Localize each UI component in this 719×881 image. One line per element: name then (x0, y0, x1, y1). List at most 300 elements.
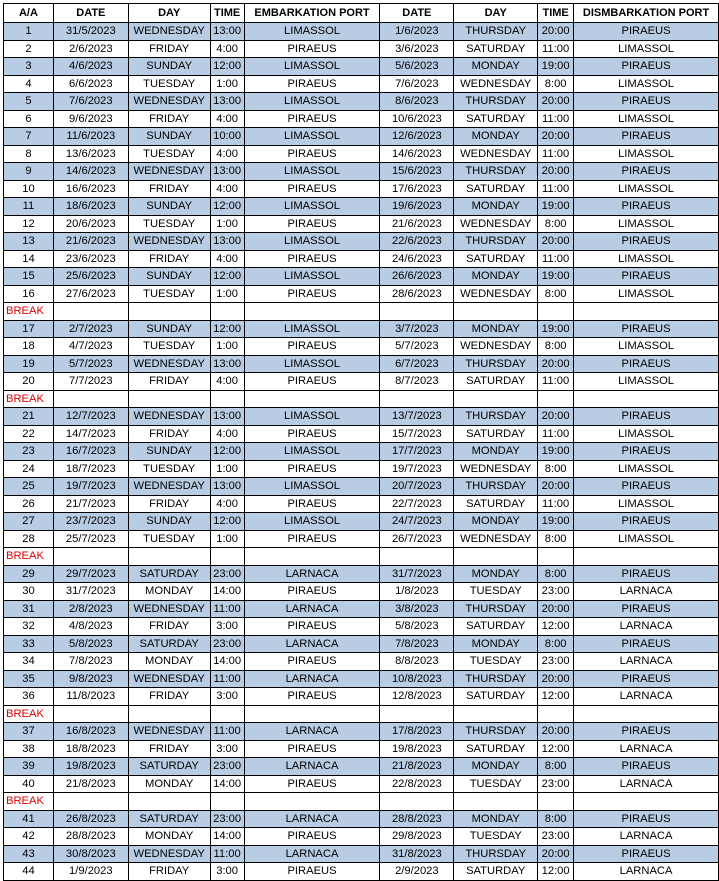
cell-arrival-day: TUESDAY (454, 653, 538, 671)
cell-arrival-time: 23:00 (538, 828, 574, 846)
table-row (4, 145, 719, 163)
empty-cell (244, 390, 380, 408)
cell-departure-date: 20/6/2023 (53, 215, 128, 233)
cell-arrival-day: MONDAY (454, 58, 538, 76)
cell-embarkation-port: LIMASSOL (244, 478, 380, 496)
cell-departure-day: SUNDAY (128, 128, 210, 146)
table-row (4, 600, 719, 618)
cell-arrival-time: 23:00 (538, 583, 574, 601)
cell-arrival-time: 20:00 (538, 670, 574, 688)
empty-cell (380, 390, 454, 408)
cell-aa: 3 (4, 58, 54, 76)
cell-arrival-date: 28/8/2023 (380, 810, 454, 828)
cell-arrival-date: 31/7/2023 (380, 565, 454, 583)
cell-departure-date: 7/8/2023 (53, 653, 128, 671)
cell-arrival-date: 17/6/2023 (380, 180, 454, 198)
cell-departure-day: TUESDAY (128, 530, 210, 548)
table-row (4, 478, 719, 496)
table-row (4, 845, 719, 863)
cell-departure-time: 12:00 (210, 513, 244, 531)
empty-cell (574, 303, 719, 321)
cell-arrival-time: 20:00 (538, 600, 574, 618)
cell-aa: 28 (4, 530, 54, 548)
cell-embarkation-port: PIRAEUS (244, 828, 380, 846)
cell-departure-day: WEDNESDAY (128, 670, 210, 688)
cell-departure-time: 11:00 (210, 670, 244, 688)
empty-cell (210, 303, 244, 321)
cell-arrival-time: 20:00 (538, 163, 574, 181)
cell-arrival-date: 1/8/2023 (380, 583, 454, 601)
cell-arrival-day: THURSDAY (454, 600, 538, 618)
cell-departure-date: 18/7/2023 (53, 460, 128, 478)
cell-arrival-day: THURSDAY (454, 23, 538, 41)
cell-arrival-date: 7/6/2023 (380, 75, 454, 93)
cell-disembarkation-port: LARNACA (574, 863, 719, 881)
cell-departure-date: 31/5/2023 (53, 23, 128, 41)
cell-departure-time: 4:00 (210, 250, 244, 268)
cell-arrival-date: 1/6/2023 (380, 23, 454, 41)
cell-arrival-day: THURSDAY (454, 163, 538, 181)
cell-arrival-time: 8:00 (538, 530, 574, 548)
cell-arrival-time: 11:00 (538, 250, 574, 268)
cell-embarkation-port: PIRAEUS (244, 583, 380, 601)
table-row (4, 180, 719, 198)
cell-arrival-day: TUESDAY (454, 583, 538, 601)
cell-arrival-date: 22/8/2023 (380, 775, 454, 793)
cell-embarkation-port: LARNACA (244, 565, 380, 583)
cell-embarkation-port: PIRAEUS (244, 40, 380, 58)
cell-aa: 37 (4, 723, 54, 741)
table-row (4, 320, 719, 338)
cell-arrival-date: 17/8/2023 (380, 723, 454, 741)
cell-aa: 20 (4, 373, 54, 391)
cell-departure-date: 5/7/2023 (53, 355, 128, 373)
cell-departure-day: FRIDAY (128, 740, 210, 758)
cell-disembarkation-port: LIMASSOL (574, 110, 719, 128)
cell-arrival-time: 19:00 (538, 198, 574, 216)
cell-aa: 30 (4, 583, 54, 601)
cell-departure-day: TUESDAY (128, 338, 210, 356)
cell-aa: 22 (4, 425, 54, 443)
empty-cell (210, 705, 244, 723)
cell-arrival-time: 12:00 (538, 618, 574, 636)
cell-arrival-day: MONDAY (454, 635, 538, 653)
table-row (4, 740, 719, 758)
empty-cell (244, 705, 380, 723)
schedule-table (3, 3, 719, 881)
cell-embarkation-port: LARNACA (244, 600, 380, 618)
cell-departure-time: 3:00 (210, 863, 244, 881)
cell-arrival-time: 12:00 (538, 688, 574, 706)
cell-arrival-time: 20:00 (538, 723, 574, 741)
cell-aa: 15 (4, 268, 54, 286)
cell-departure-day: FRIDAY (128, 180, 210, 198)
cell-arrival-time: 8:00 (538, 215, 574, 233)
break-row (4, 548, 719, 566)
cell-arrival-time: 20:00 (538, 128, 574, 146)
cell-arrival-date: 28/6/2023 (380, 285, 454, 303)
cell-departure-date: 23/6/2023 (53, 250, 128, 268)
cell-departure-day: WEDNESDAY (128, 600, 210, 618)
cell-arrival-date: 26/6/2023 (380, 268, 454, 286)
cell-arrival-time: 20:00 (538, 408, 574, 426)
cell-aa: 34 (4, 653, 54, 671)
cell-departure-day: TUESDAY (128, 145, 210, 163)
cell-departure-date: 7/6/2023 (53, 93, 128, 111)
cell-departure-date: 9/8/2023 (53, 670, 128, 688)
empty-cell (454, 705, 538, 723)
cell-departure-time: 11:00 (210, 723, 244, 741)
cell-arrival-day: WEDNESDAY (454, 145, 538, 163)
break-label: BREAK (4, 793, 54, 811)
cell-departure-day: MONDAY (128, 828, 210, 846)
cell-departure-time: 10:00 (210, 128, 244, 146)
cell-embarkation-port: PIRAEUS (244, 863, 380, 881)
cell-embarkation-port: PIRAEUS (244, 285, 380, 303)
cell-departure-date: 11/8/2023 (53, 688, 128, 706)
cell-aa: 9 (4, 163, 54, 181)
col-header-embarkation-port: EMBARKATION PORT (244, 4, 380, 23)
cell-embarkation-port: PIRAEUS (244, 530, 380, 548)
cell-disembarkation-port: PIRAEUS (574, 58, 719, 76)
cell-aa: 17 (4, 320, 54, 338)
cell-disembarkation-port: LIMASSOL (574, 460, 719, 478)
cell-departure-time: 12:00 (210, 198, 244, 216)
cell-aa: 41 (4, 810, 54, 828)
cell-arrival-date: 21/8/2023 (380, 758, 454, 776)
empty-cell (454, 390, 538, 408)
cell-departure-date: 27/6/2023 (53, 285, 128, 303)
cell-departure-time: 13:00 (210, 93, 244, 111)
cell-departure-time: 11:00 (210, 600, 244, 618)
cell-departure-time: 3:00 (210, 618, 244, 636)
cell-departure-date: 28/8/2023 (53, 828, 128, 846)
cell-disembarkation-port: LIMASSOL (574, 215, 719, 233)
cell-embarkation-port: LIMASSOL (244, 443, 380, 461)
cell-arrival-time: 19:00 (538, 513, 574, 531)
cell-embarkation-port: PIRAEUS (244, 75, 380, 93)
cell-arrival-day: MONDAY (454, 513, 538, 531)
cell-arrival-date: 26/7/2023 (380, 530, 454, 548)
cell-arrival-date: 3/6/2023 (380, 40, 454, 58)
cell-departure-time: 3:00 (210, 740, 244, 758)
cell-arrival-day: THURSDAY (454, 478, 538, 496)
cell-departure-date: 14/6/2023 (53, 163, 128, 181)
cell-disembarkation-port: LIMASSOL (574, 180, 719, 198)
cell-arrival-date: 8/7/2023 (380, 373, 454, 391)
cell-departure-date: 23/7/2023 (53, 513, 128, 531)
cell-disembarkation-port: PIRAEUS (574, 670, 719, 688)
cell-arrival-time: 8:00 (538, 338, 574, 356)
cell-embarkation-port: LIMASSOL (244, 198, 380, 216)
table-row (4, 373, 719, 391)
cell-arrival-time: 8:00 (538, 460, 574, 478)
cell-departure-date: 1/9/2023 (53, 863, 128, 881)
break-label: BREAK (4, 303, 54, 321)
table-row (4, 495, 719, 513)
empty-cell (128, 705, 210, 723)
table-row (4, 408, 719, 426)
cell-disembarkation-port: LIMASSOL (574, 250, 719, 268)
cell-disembarkation-port: LIMASSOL (574, 40, 719, 58)
cell-departure-time: 13:00 (210, 23, 244, 41)
cell-departure-time: 23:00 (210, 565, 244, 583)
cell-arrival-time: 19:00 (538, 320, 574, 338)
cell-departure-day: WEDNESDAY (128, 233, 210, 251)
break-label: BREAK (4, 548, 54, 566)
cell-departure-time: 1:00 (210, 75, 244, 93)
table-row (4, 513, 719, 531)
cell-arrival-day: THURSDAY (454, 355, 538, 373)
cell-departure-date: 2/7/2023 (53, 320, 128, 338)
cell-aa: 11 (4, 198, 54, 216)
cell-disembarkation-port: PIRAEUS (574, 600, 719, 618)
cell-departure-day: WEDNESDAY (128, 408, 210, 426)
cell-embarkation-port: LIMASSOL (244, 93, 380, 111)
cell-embarkation-port: PIRAEUS (244, 460, 380, 478)
table-row (4, 758, 719, 776)
cell-arrival-date: 24/7/2023 (380, 513, 454, 531)
cell-aa: 1 (4, 23, 54, 41)
empty-cell (210, 548, 244, 566)
cell-arrival-day: SATURDAY (454, 40, 538, 58)
cell-departure-day: WEDNESDAY (128, 93, 210, 111)
empty-cell (538, 390, 574, 408)
cell-aa: 36 (4, 688, 54, 706)
cell-disembarkation-port: LARNACA (574, 740, 719, 758)
cell-aa: 44 (4, 863, 54, 881)
cell-departure-date: 13/6/2023 (53, 145, 128, 163)
cell-departure-day: SATURDAY (128, 758, 210, 776)
cell-disembarkation-port: PIRAEUS (574, 845, 719, 863)
cell-aa: 6 (4, 110, 54, 128)
cell-departure-time: 14:00 (210, 775, 244, 793)
cell-arrival-date: 5/8/2023 (380, 618, 454, 636)
cell-disembarkation-port: LARNACA (574, 828, 719, 846)
cell-disembarkation-port: PIRAEUS (574, 565, 719, 583)
header-row (4, 4, 719, 23)
cell-departure-date: 16/7/2023 (53, 443, 128, 461)
col-header-departure-time: TIME (210, 4, 244, 23)
cell-departure-time: 12:00 (210, 58, 244, 76)
cell-departure-time: 23:00 (210, 635, 244, 653)
cell-departure-day: MONDAY (128, 775, 210, 793)
table-row (4, 198, 719, 216)
cell-arrival-time: 8:00 (538, 75, 574, 93)
table-row (4, 618, 719, 636)
cell-aa: 7 (4, 128, 54, 146)
cell-disembarkation-port: PIRAEUS (574, 443, 719, 461)
table-row (4, 635, 719, 653)
empty-cell (574, 705, 719, 723)
cell-disembarkation-port: LIMASSOL (574, 495, 719, 513)
cell-aa: 38 (4, 740, 54, 758)
empty-cell (454, 303, 538, 321)
cell-arrival-day: MONDAY (454, 128, 538, 146)
cell-arrival-time: 8:00 (538, 758, 574, 776)
table-row (4, 128, 719, 146)
cell-departure-day: WEDNESDAY (128, 163, 210, 181)
cell-embarkation-port: LIMASSOL (244, 513, 380, 531)
cell-arrival-date: 29/8/2023 (380, 828, 454, 846)
cell-disembarkation-port: PIRAEUS (574, 233, 719, 251)
table-row (4, 565, 719, 583)
cell-departure-time: 4:00 (210, 495, 244, 513)
cell-aa: 18 (4, 338, 54, 356)
cell-embarkation-port: LIMASSOL (244, 58, 380, 76)
cell-arrival-day: SATURDAY (454, 373, 538, 391)
cell-departure-date: 5/8/2023 (53, 635, 128, 653)
cell-arrival-day: MONDAY (454, 758, 538, 776)
cell-departure-time: 13:00 (210, 163, 244, 181)
cell-departure-time: 1:00 (210, 460, 244, 478)
cell-disembarkation-port: LARNACA (574, 775, 719, 793)
cell-departure-date: 4/6/2023 (53, 58, 128, 76)
cell-disembarkation-port: LARNACA (574, 653, 719, 671)
table-row (4, 775, 719, 793)
cell-arrival-date: 22/7/2023 (380, 495, 454, 513)
cell-departure-day: FRIDAY (128, 688, 210, 706)
cell-arrival-day: TUESDAY (454, 775, 538, 793)
cell-departure-date: 16/6/2023 (53, 180, 128, 198)
cell-disembarkation-port: PIRAEUS (574, 268, 719, 286)
cell-departure-time: 4:00 (210, 110, 244, 128)
cell-disembarkation-port: LARNACA (574, 618, 719, 636)
cell-aa: 29 (4, 565, 54, 583)
table-row (4, 863, 719, 881)
cell-arrival-date: 13/7/2023 (380, 408, 454, 426)
cell-embarkation-port: LARNACA (244, 670, 380, 688)
empty-cell (53, 390, 128, 408)
cell-aa: 31 (4, 600, 54, 618)
cell-aa: 24 (4, 460, 54, 478)
cell-embarkation-port: LARNACA (244, 810, 380, 828)
cell-departure-time: 4:00 (210, 40, 244, 58)
cell-arrival-date: 8/8/2023 (380, 653, 454, 671)
cell-departure-day: SUNDAY (128, 198, 210, 216)
cell-embarkation-port: PIRAEUS (244, 618, 380, 636)
col-header-disembarkation-port: DISMBARKATION PORT (574, 4, 719, 23)
cell-disembarkation-port: LIMASSOL (574, 338, 719, 356)
cell-arrival-day: WEDNESDAY (454, 215, 538, 233)
cell-arrival-day: MONDAY (454, 268, 538, 286)
col-header-arrival-date: DATE (380, 4, 454, 23)
cell-departure-time: 3:00 (210, 688, 244, 706)
col-header-departure-day: DAY (128, 4, 210, 23)
empty-cell (244, 548, 380, 566)
cell-departure-day: FRIDAY (128, 110, 210, 128)
cell-embarkation-port: LIMASSOL (244, 268, 380, 286)
cell-arrival-time: 20:00 (538, 233, 574, 251)
table-row (4, 93, 719, 111)
cell-departure-date: 25/7/2023 (53, 530, 128, 548)
cell-arrival-date: 3/8/2023 (380, 600, 454, 618)
cell-departure-day: FRIDAY (128, 618, 210, 636)
table-row (4, 443, 719, 461)
cell-embarkation-port: PIRAEUS (244, 688, 380, 706)
cell-arrival-day: THURSDAY (454, 408, 538, 426)
cell-aa: 40 (4, 775, 54, 793)
cell-departure-date: 19/8/2023 (53, 758, 128, 776)
cell-arrival-time: 8:00 (538, 285, 574, 303)
cell-arrival-day: WEDNESDAY (454, 285, 538, 303)
cell-departure-time: 4:00 (210, 145, 244, 163)
cell-arrival-day: SATURDAY (454, 688, 538, 706)
empty-cell (380, 548, 454, 566)
cell-departure-day: TUESDAY (128, 285, 210, 303)
empty-cell (128, 390, 210, 408)
cell-disembarkation-port: LIMASSOL (574, 425, 719, 443)
cell-arrival-date: 15/6/2023 (380, 163, 454, 181)
cell-arrival-day: THURSDAY (454, 233, 538, 251)
cell-departure-time: 13:00 (210, 355, 244, 373)
cell-departure-time: 4:00 (210, 425, 244, 443)
cell-departure-day: FRIDAY (128, 863, 210, 881)
cell-disembarkation-port: LARNACA (574, 583, 719, 601)
cell-arrival-time: 11:00 (538, 145, 574, 163)
cell-aa: 4 (4, 75, 54, 93)
cell-departure-day: WEDNESDAY (128, 355, 210, 373)
cell-embarkation-port: PIRAEUS (244, 495, 380, 513)
cell-disembarkation-port: LIMASSOL (574, 75, 719, 93)
cell-arrival-time: 11:00 (538, 40, 574, 58)
cell-aa: 8 (4, 145, 54, 163)
cell-departure-date: 14/7/2023 (53, 425, 128, 443)
col-header-aa: A/A (4, 4, 54, 23)
col-header-arrival-time: TIME (538, 4, 574, 23)
empty-cell (380, 705, 454, 723)
table-row (4, 670, 719, 688)
cell-arrival-day: WEDNESDAY (454, 338, 538, 356)
table-row (4, 75, 719, 93)
table-row (4, 723, 719, 741)
cell-departure-date: 21/8/2023 (53, 775, 128, 793)
cell-disembarkation-port: PIRAEUS (574, 810, 719, 828)
cell-arrival-time: 8:00 (538, 565, 574, 583)
empty-cell (538, 705, 574, 723)
cell-disembarkation-port: PIRAEUS (574, 23, 719, 41)
cell-arrival-day: MONDAY (454, 443, 538, 461)
cell-disembarkation-port: PIRAEUS (574, 128, 719, 146)
cell-departure-date: 21/7/2023 (53, 495, 128, 513)
cell-arrival-day: SATURDAY (454, 110, 538, 128)
cell-disembarkation-port: LIMASSOL (574, 530, 719, 548)
cell-embarkation-port: PIRAEUS (244, 338, 380, 356)
empty-cell (128, 303, 210, 321)
cell-disembarkation-port: LIMASSOL (574, 285, 719, 303)
cell-departure-day: TUESDAY (128, 215, 210, 233)
table-row (4, 425, 719, 443)
cell-departure-time: 13:00 (210, 233, 244, 251)
cell-arrival-date: 6/7/2023 (380, 355, 454, 373)
cell-departure-time: 4:00 (210, 180, 244, 198)
cell-arrival-day: MONDAY (454, 198, 538, 216)
empty-cell (574, 793, 719, 811)
empty-cell (210, 793, 244, 811)
cell-departure-date: 18/8/2023 (53, 740, 128, 758)
empty-cell (53, 548, 128, 566)
cell-aa: 19 (4, 355, 54, 373)
cell-arrival-date: 5/6/2023 (380, 58, 454, 76)
table-row (4, 250, 719, 268)
cell-departure-day: SUNDAY (128, 268, 210, 286)
break-row (4, 303, 719, 321)
cell-embarkation-port: PIRAEUS (244, 250, 380, 268)
cell-arrival-date: 15/7/2023 (380, 425, 454, 443)
cell-arrival-day: WEDNESDAY (454, 530, 538, 548)
cell-aa: 5 (4, 93, 54, 111)
cell-arrival-day: THURSDAY (454, 845, 538, 863)
